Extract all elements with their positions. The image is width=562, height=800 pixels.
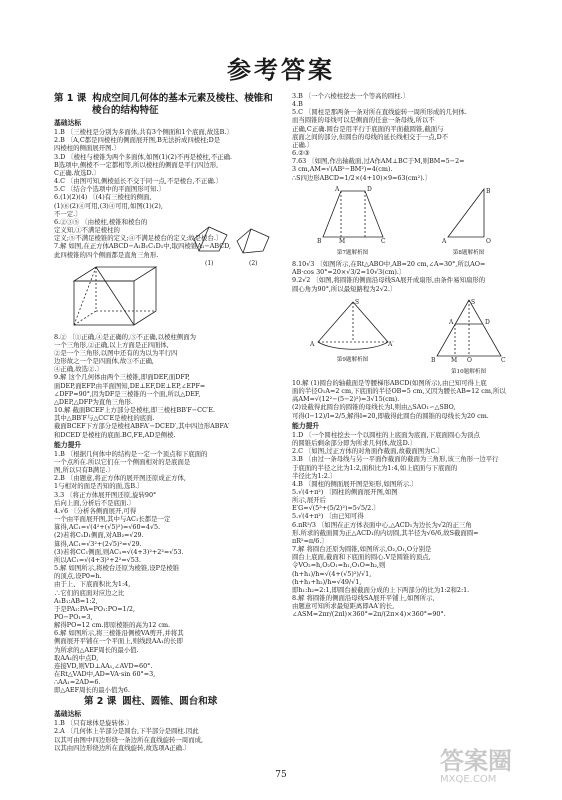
answer-line: 3.B 〔一个六棱柱挖去一个等高的圆柱.〕: [292, 92, 410, 100]
answer-line: 8.10√3 〔如图所示,在Rt△ABO中,AB=20 cm,∠A=30°,所以AO=: [292, 260, 486, 269]
answer-line: (h+h₁)/h=√(4+(√5)²)/√1,: [292, 569, 372, 578]
watermark-text: 答案圈: [440, 747, 512, 775]
svg-text:M: M: [338, 237, 345, 245]
answer-line: 正确.〕: [292, 140, 314, 149]
answer-line: A₁B₁:AB=1:2,: [54, 596, 98, 605]
right-part-2: [292, 260, 524, 293]
answer-line: 算得,AC₁=√3²+(2√5)²=√29.: [54, 539, 142, 548]
section-basic-2: 基础达标: [54, 710, 82, 719]
answer-line: (3)若将CC₁侧面,则AC₁=√(4+3)²+2²=√53.: [54, 547, 184, 556]
right-part-1: [292, 92, 524, 182]
answer-line: 面的半径O₁A=2 cm,下底面的半径OB=5 cm,又因为腰长AB=12 cm,所以: [292, 387, 506, 396]
svg-text:A: A: [448, 318, 453, 326]
left-part-2: [54, 333, 286, 439]
answer-line: 四棱柱的侧面展开图.〕: [54, 144, 120, 153]
answer-line: 在Rt△VAD中,AD=VA·sin 60°=3,: [54, 670, 156, 679]
figure-10-caption: 第10题解析图: [450, 368, 487, 375]
svg-text:D: D: [484, 318, 490, 326]
answer-line: 不一定.〕: [54, 209, 82, 218]
svg-text:D: D: [366, 185, 372, 193]
figures-7-8: [292, 185, 524, 257]
answer-line: 5.√(4+π²) 〔圆柱的侧面展开图,如图: [292, 488, 398, 496]
svg-text:B: B: [485, 187, 490, 195]
answer-line: 4.√6 〔分析各侧面展开,可得: [54, 506, 137, 515]
answer-line: 7.63 〔如图,作出轴截面,过A作AM⊥BC于M,则BM=5−2=: [292, 157, 465, 166]
figure-9: [308, 296, 398, 376]
answer-line: 形.所求的截面圆为正△ACD₁的内切圆,其半径为√6/6,故S截面圆=: [292, 528, 479, 537]
svg-text:A: A: [441, 237, 446, 245]
answer-line: ∴它们的底面对应边之比: [54, 588, 125, 597]
answer-line: 底面之间的部分,但圆台的母线的延长线相交于一点,D不: [292, 132, 449, 141]
answer-line: 算得,AC₁=√(4²+(√5)²)=√60=4√5.: [54, 523, 161, 532]
svg-text:B: B: [316, 237, 321, 245]
answer-line: 令VO₂=h,O₂O₁=h₁,O₁O=h₂,则: [292, 561, 386, 570]
right-column: [292, 92, 524, 619]
figure-9-caption: 第9题解析图: [336, 356, 369, 363]
lesson-1-title-2: 棱台的结构特征: [92, 104, 159, 116]
answer-line: ④正确,故选②.〕: [54, 365, 103, 374]
answer-line: 边形故之一个是四面体,故③不正确,: [54, 357, 154, 366]
svg-text:S: S: [354, 298, 359, 306]
answer-line: ∠DFP=90°,因为DF是三棱锥的一个面,所以△DEF,: [54, 389, 201, 398]
answer-line: 9.2√2 〔如图,将圆锥的侧面沿母线SA展开成扇形,由条件易知扇形的: [292, 276, 486, 285]
answer-line: 定义;⑤不满足棱锥的定义;④不满足棱台的定义;故是棱台.〕: [54, 234, 223, 243]
answer-line: 一个点所在.所以它们在一个侧面相对的是底面是: [54, 458, 191, 466]
answer-line: 和DCED′是棱柱的底面.BC,FE,AD是侧棱.: [54, 430, 176, 439]
svg-text:M: M: [450, 356, 457, 364]
answer-line: 1.B 〔只有球体是旋转体.〕: [54, 719, 133, 728]
answer-line: ∴AA₁=2AD=6.: [54, 678, 101, 687]
answer-line: 半径比为1:2.〕: [292, 471, 337, 480]
answer-line: 1与相对的面是否知的面,选B.〕: [54, 482, 144, 491]
answer-line: 以其可由图中四边形绕一条边所在直线旋转一周而成,: [54, 735, 204, 744]
answer-line: 圆心角为90°,所以最短路程为2√2.〕: [292, 284, 397, 293]
answer-line: 2.B 〔由题意,将正方体的展开图还原成正方体,: [54, 474, 186, 483]
answer-line: 3.D 〔棱柱与棱锥为两个多面体,如图(1)(2)不再是棱柱,不正确.: [54, 152, 233, 161]
page-number: 75: [275, 770, 287, 780]
lesson-1-number: 第 1 课: [54, 93, 87, 104]
answer-line: 定义知,①不满足棱柱的: [54, 226, 120, 235]
right-part-3: [292, 379, 524, 420]
answer-line: 即△AEF周长的最小值为6.: [54, 686, 130, 695]
answer-line: C正确.故选D.〕: [54, 168, 100, 177]
answer-line: 即h₁:h₂=2:1,即圆台被截面分成的上下两部分的比为1:2和2:1.: [292, 585, 470, 594]
answer-line: 5.√(4+π²) 〔由已知可得: [292, 512, 364, 521]
answer-line: 可得(l−12)/l=2/5,解得l=20,即截得此圆台的圆锥的母线长为20 cm.: [292, 411, 489, 420]
figure-7-caption: 第7题解析图: [336, 249, 369, 256]
answer-line: B选项中,侧棱不一定都相等,所以棱柱的侧面是平行四边形,: [54, 160, 219, 169]
section-basic: 基础达标: [54, 119, 82, 127]
svg-text:A′: A′: [387, 340, 394, 348]
answer-line: 于是PA₁:PA=PO₁:PO=1/2,: [54, 604, 135, 613]
answer-line: 3.3 〔将正方体展开图还原,旋转90°: [54, 490, 157, 499]
answer-line: PO−PO₁=3,: [54, 612, 93, 621]
answer-line: 圆台上底面,截面和下底面的圆心.V是圆锥的顶点,: [292, 553, 431, 562]
answer-line: 正确,C正确.圆台是用平行于底面的平面截圆锥,截面与: [292, 124, 444, 133]
answer-line: 图,所以只有B满足.〕: [54, 466, 114, 475]
answer-line: △DEP,△DFP为直角三角形.: [54, 397, 133, 406]
lesson-1-heading: [54, 93, 286, 116]
answer-line: 取AA₁的中点D,: [54, 653, 99, 662]
answer-line: 由于上、下底面积比为1:4,: [54, 580, 131, 589]
svg-text:O: O: [485, 237, 491, 245]
answer-line: (2)设截得此圆台的圆锥的母线长为l,则由△SAO₁∽△SBO,: [292, 403, 456, 412]
svg-text:O: O: [466, 356, 472, 364]
left-part-4: [54, 719, 286, 752]
answer-line: 1.D 〔一个圆柱挖去一个以圆柱的上底面为底面,下底面圆心为顶点: [292, 430, 480, 439]
lesson-2-heading: [84, 696, 286, 708]
answer-line: 2.A 〔几何体上半部分是圆台,下半部分是圆柱.因此: [54, 727, 199, 736]
answer-line: 高AM=√(12²−(5−2)²)=3√15(cm).: [292, 395, 400, 404]
figure-8-caption: 第8题解析图: [452, 249, 485, 256]
answer-line: 6.解 如图所示,将三棱锥沿侧棱VA剪开,并将其: [54, 629, 184, 638]
cube-figure: [54, 261, 286, 331]
figure-10: [429, 296, 509, 376]
answer-line: 1.B 〔三棱柱是分别为多面体,共有3个侧面和1个底面,故选B.〕: [54, 128, 233, 137]
answer-line: 5.解 如图所示,将棱台还原为棱锥,设P是棱锥: [54, 564, 180, 573]
figures-9-10: [292, 296, 524, 376]
answer-line: 连接VD,则VD⊥AA₁,∠AVD=60°.: [54, 661, 153, 670]
figure-8: [434, 185, 504, 257]
answer-line: 面DEP,面EFP.由平面图知,DE⊥EF,DE⊥EP,∠EPF=: [54, 381, 206, 390]
page-title: 参考答案: [227, 56, 335, 84]
answer-line: ∠ASM=2πr/(2πl)×360°=2π/(2π×4)×360°=90°.: [292, 610, 446, 619]
answer-line: ∴S四边形ABCD=1/2×(4+10)×9=63(cm²).〕: [292, 173, 432, 182]
answer-line: 的顶点,设P0=h.: [54, 572, 102, 581]
svg-text:S: S: [470, 298, 475, 306]
answer-line: 而当圆锥的母线可以是侧面的任意一条母线,所以不: [292, 116, 435, 125]
answer-line: 6.(1)(2)(4) 〔(4)有三棱柱的侧面,: [54, 193, 152, 202]
answer-line: E′G=√(5²+(5/2)²)=5√5/2.〕: [292, 504, 380, 513]
right-part-4: [292, 431, 524, 619]
answer-line: 6.πR²/3 〔如图在正方体表面中心,△ACD₁为边长为√2的正三角: [292, 520, 472, 529]
answer-line: 5.C 〔结合个选项中的平面图形可知.〕: [54, 185, 165, 194]
answer-line: 3.B 〔由过一条母线与另一平面作截面的截面为三角形,该三角形一边平行: [292, 455, 499, 464]
svg-text:(1): (1): [205, 259, 214, 267]
left-part-3: [54, 450, 286, 695]
answer-line: 4.B: [292, 100, 303, 109]
answer-line: 4.C 〔由图可知,侧棱延长不交于同一点,不是棱台,不正确.〕: [54, 177, 223, 186]
answer-line: 以其由四边形绕边所在直线旋转,故选项A正确.〕: [54, 743, 191, 752]
answer-line: 10.解 (1)圆台的轴截面是等腰梯形ABCD(如图所示),由已知可得上底: [292, 378, 487, 387]
answer-line: 解得PO=12 cm.即原棱锥的高为12 cm.: [54, 621, 171, 630]
section-ability: 能力提升: [54, 440, 82, 449]
left-column: [54, 92, 286, 752]
answer-line: 4.B 〔圆柱的侧面展开图是矩形,如图所示.〕: [292, 479, 418, 488]
answer-line: 1.B 〔根据几何体中的结构是一定一个顶点和下底面的: [54, 449, 208, 458]
answer-line: 于底面的半径之比为1:2,面积比为1:4,如上底面与下底面的: [292, 463, 458, 472]
svg-text:(2): (2): [249, 259, 258, 267]
answer-line: 所示,展开后: [292, 496, 326, 505]
lesson-2-number: 第 2 课: [84, 695, 117, 707]
watermark-logo: [440, 748, 552, 790]
answer-line: 后向上面,分析后不是底面.〕: [54, 498, 135, 507]
figure-7: [313, 185, 393, 257]
answer-line: 6.②③: [292, 149, 310, 158]
answer-line: (2)若将C₁D₁侧面,对AB₂=√29.: [54, 531, 144, 540]
answer-line: 3 cm,AM=√(AB²−BM²)=4(cm).: [292, 165, 393, 174]
answer-line: 7.解 如图,在正方体ABCD−A₁B₁C₁D₁中,取四棱锥A₁−ABCD,: [54, 242, 232, 251]
answer-line: 5.C 〔圆柱是那两条一条对所在直线旋转一周所形成的几何体.: [292, 108, 467, 117]
answer-line: 所以AC₁=√(4+3)²+2²=√53.: [54, 555, 141, 564]
svg-text:B: B: [430, 356, 435, 364]
lesson-2-title: 圆柱、圆锥、圆台和球: [122, 695, 218, 707]
answer-line: 2.C 〔如图,过正方体的对角面作截面,故截面图为C.〕: [292, 447, 444, 456]
answer-line: 10.解 截面BCEF上方部分是棱柱,即三棱柱BB′F−CC′E.: [54, 406, 216, 415]
svg-text:A: A: [309, 340, 314, 348]
answer-line: 6.②③⑤ 〔由棱柱,棱锥和棱台的: [54, 217, 148, 226]
answer-line: AB·cos 30°=20×√3/2=10√3(cm).〕: [292, 268, 406, 277]
svg-text:A: A: [334, 185, 339, 193]
section-ability-right: 能力提升: [292, 421, 320, 430]
answer-line: 的圆锥后剩余部分即为所求几何体,故选D.〕: [292, 439, 416, 448]
answer-line: 由题意可知所求最短距离即AA′的长,: [292, 602, 395, 611]
svg-text:C: C: [380, 237, 386, 245]
answer-line: 侧面展开平铺在一个平面上,则线段AA₁的长即: [54, 637, 183, 646]
answer-line: 此四棱锥的四个侧面都是直角三角形.: [54, 250, 159, 259]
answer-line: (h+h₁+h₂)/h=√49/√1,: [292, 577, 362, 586]
answer-line: πR²=π/6.〕: [292, 536, 328, 545]
answer-line: ②是一个三角形,以图中还有的为以为平行四: [54, 348, 178, 357]
lesson-1-title: 构成空间几何体的基本元素及棱柱、棱锥和: [92, 93, 273, 104]
answer-line: (1)⑥(2)④可用,(3)④可用,如图(1)(2),: [54, 201, 163, 210]
answer-line: 8.② 〔①正确,④是正确的,③不正确,以棱柱侧面为: [54, 332, 197, 341]
answer-line: 9.解 这个几何体由两个三棱锥,即面DEF,面DFP,: [54, 373, 190, 382]
answer-line: 8.解 将圆锥的侧面沿母线SA展开平铺上,如图所示,: [292, 594, 435, 603]
answer-line: 2.B 〔A,C都是四棱柱的侧面展开图,B无法折成四棱柱;D是: [54, 136, 221, 145]
svg-text:C: C: [500, 356, 506, 364]
answer-line: 其中△BB′F与△CC′E是棱柱的底面.: [54, 414, 155, 423]
answer-line: 一个由平面展开图,其中与AC₁长都是一定: [54, 515, 171, 524]
answer-line: 7.解 将圆台还原为圆锥,如图所示,O₂,O₁,O分别是: [292, 545, 432, 554]
answer-line: 为所求的△AEF周长的最小值.: [54, 645, 139, 654]
answer-line: 截面BCEF下方部分是棱柱ABFA′−DCED′,其中四边形ABFA′: [54, 422, 230, 431]
answer-line: 一个三角形,②正确,以上方面是正四面体,: [54, 340, 169, 349]
watermark-url: MXQE.COM: [440, 774, 497, 785]
